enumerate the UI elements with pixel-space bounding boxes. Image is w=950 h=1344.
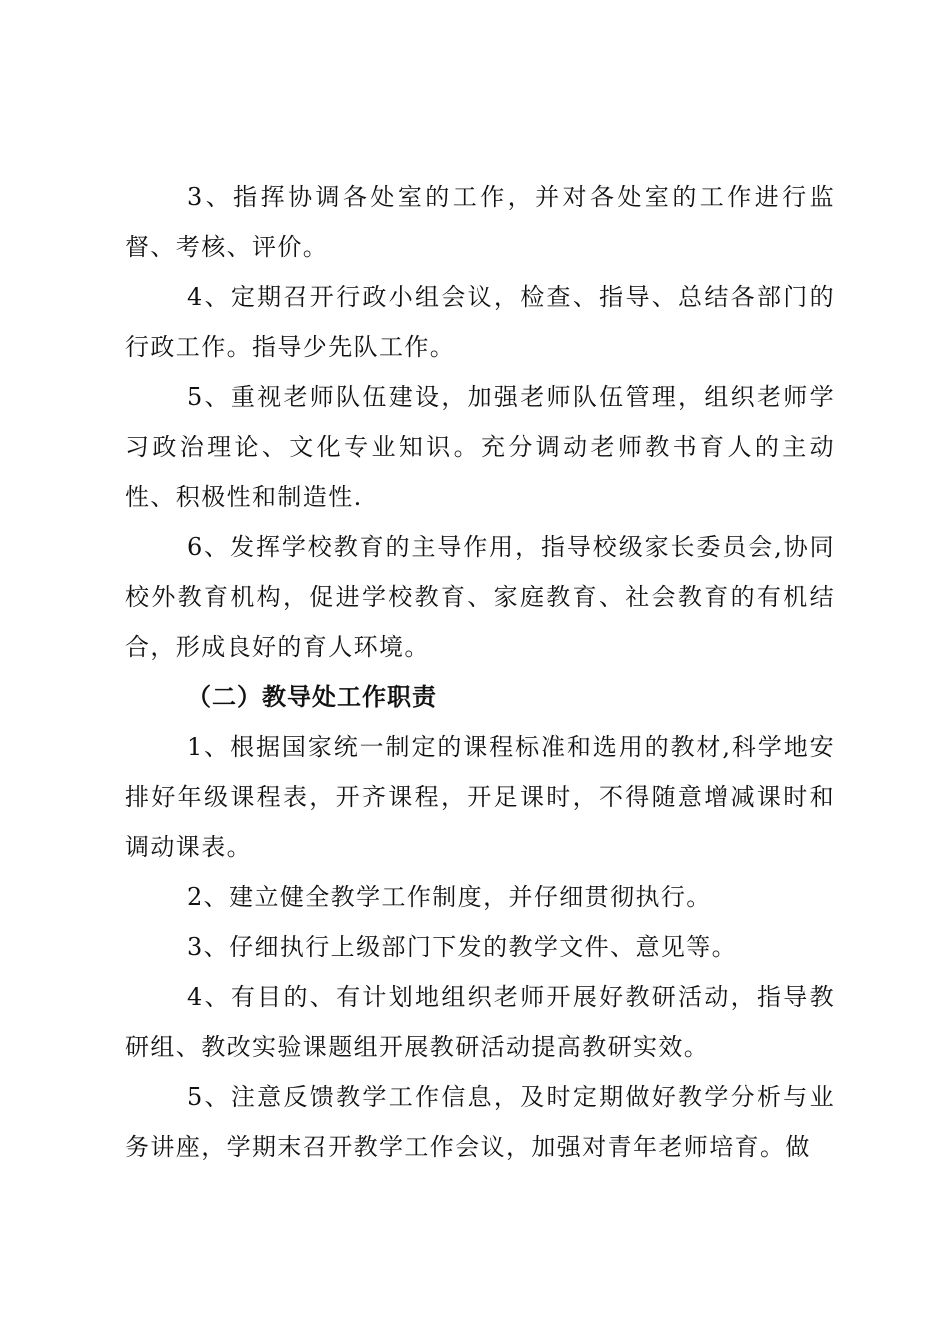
section-paragraph-1: 1、根据国家统一制定的课程标准和选用的教材,科学地安排好年级课程表，开齐课程，开足课时，不得随意增减课时和调动课表。: [125, 733, 835, 861]
section-paragraph-4: 4、有目的、有计划地组织老师开展好教研活动，指导教研组、教改实验课题组开展教研活动提高教研实效。: [125, 983, 835, 1061]
section-paragraph-5: 5、注意反馈教学工作信息，及时定期做好教学分析与业务讲座，学期末召开教学工作会议，加强对青年老师培育。做: [125, 1083, 835, 1161]
paragraph-item-5: 5、重视老师队伍建设，加强老师队伍管理，组织老师学习政治理论、文化专业知识。充分调动老师教书育人的主动性、积极性和制造性.: [125, 383, 835, 511]
document-body: [125, 172, 835, 1172]
paragraph-item-6: 6、发挥学校教育的主导作用，指导校级家长委员会,协同校外教育机构，促进学校教育、家庭教育、社会教育的有机结合，形成良好的育人环境。: [125, 533, 835, 661]
section-paragraph-2: 2、建立健全教学工作制度，并仔细贯彻执行。: [187, 883, 712, 911]
section-heading: （二）教导处工作职责: [187, 682, 437, 711]
section-paragraph-3: 3、仔细执行上级部门下发的教学文件、意见等。: [187, 933, 738, 961]
paragraph-item-4: 4、定期召开行政小组会议，检查、指导、总结各部门的行政工作。指导少先队工作。: [125, 283, 835, 361]
paragraph-item-3: 3、指挥协调各处室的工作，并对各处室的工作进行监督、考核、评价。: [125, 183, 835, 261]
